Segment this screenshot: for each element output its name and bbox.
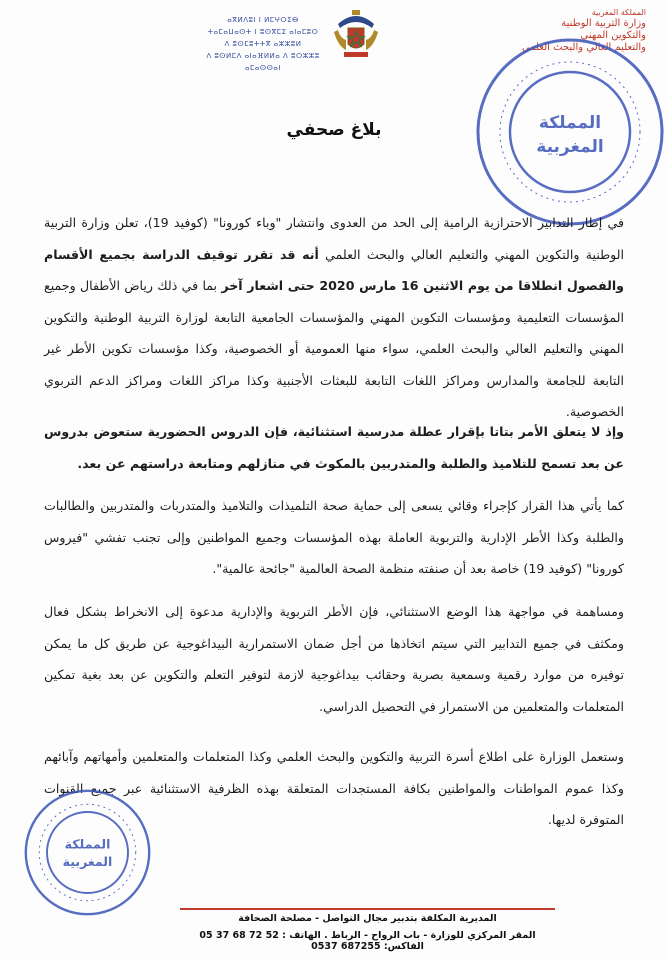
paragraph-4: ومساهمة في مواجهة هذا الوضع الاستثنائي، فإن الأطر التربوية والإدارية مدعوة إلى الانخراط بشكل فعال ومكثف في جميع التدابير التي سيتم اتخاذها من أجل ضمان الاستمرارية البيداغوجية عن طريق كل ما يمكن توفيره من موارد رقمية وسمعية بصرية وحقائب بيداغوجية لازمة لتوفير التعلم والتكوين عن بعد بغية تمكين المتعلمات والمتعلمين من الاستمرار في التحصيل الدراسي. xyxy=(44,604,624,714)
paragraph-3: كما يأتي هذا القرار كإجراء وقائي يسعى إلى حماية صحة التلميذات والتلاميذ والمتدربات والمتدربين والطالبات والطلبة وكذا الأطر الإدارية والتربوية العاملة بهذه المؤسسات وجميع المواطنين وإلى تجنب تفشي "فيروس كورونا" (كوفيد 19) خاصة بعد أن صنفته منظمة الصحة العالمية "جائحة عالمية". xyxy=(44,498,624,576)
stamp-text: المغربية xyxy=(536,137,604,157)
page-title: بلاغ صحفي xyxy=(286,120,382,140)
paragraph-text: في إطار التدابير الاحترازية الرامية إلى الحد من العدوى وانتشار "وباء كورونا" (كوفيد 19)، تعلن وزارة التربية الوطنية والتكوين المهني والتعليم العالي والبحث العلمي xyxy=(44,215,625,262)
footer-address: المقر المركزي للوزارة - باب الرواح - الرباط . الهاتف : 52 72 68 37 05 الفاكس: 687255 0537 xyxy=(199,930,536,952)
header-line: والتكوين المهني xyxy=(580,30,646,41)
header-line: ⴷ ⵓⵙⵍⵎⴷ ⴰⵏⴰⴼⵍⵍⴰ ⴷ ⵓⵔⵣⵣⵓ ⴰⵎⴰⵙⵙⴰⵏ xyxy=(206,52,320,72)
header-ministry-tifinagh xyxy=(198,14,328,74)
header-line: ⴰⴳⵍⴷⵓⵏ ⵏ ⵍⵎⵖⵔⵉⴱ xyxy=(227,16,299,24)
footer-divider xyxy=(180,908,555,910)
official-stamp xyxy=(20,785,155,920)
stamp-text: المملكة xyxy=(538,113,602,133)
header-line: ⴷ ⵓⵙⵎⵓⵜⵜⴳ ⴰⵣⵣⵓⵍ xyxy=(224,40,302,48)
header-line: ⵜⴰⵎⴰⵡⴰⵙⵜ ⵏ ⵓⵙⴳⵎⵉ ⴰⵏⴰⵎⵓⵔ xyxy=(207,28,319,36)
paragraph-5: وستعمل الوزارة على اطلاع أسرة التربية والتكوين والبحث العلمي وكذا المتعلمات والمتعلمين وأمهاتهم وآبائهم وكذا عموم المواطنات والمواطنين بكافة المستجدات المتعلقة بهذه الظرفية الاستثنائية عبر جميع القنوات المتوفرة لديها. xyxy=(44,749,624,827)
paragraph-text: بما في ذلك رياض الأطفال وجميع المؤسسات التعليمية ومؤسسات التكوين المهني والمؤسسات الجامعية التابعة لوزارة التربية الوطنية والتكوين المهني والتعليم العالي والبحث العلمي، سواء منها العمومية أو الخصوصية، وكذا مؤسسات تكوين الأطر غير التابعة للجامعة والمدارس ومراكز اللغات التابعة للبعثات الأجنبية وكذا مراكز اللغات ومراكز الدعم التربوي الخصوصية. xyxy=(44,278,624,419)
stamp-text: المغربية xyxy=(62,854,113,869)
paragraph-bold-text: أنه قد تقرر توقيف الدراسة بجميع الأقسام والفصول انطلاقا من يوم الاثنين 16 مارس 2020 حتى اشعار آخر xyxy=(44,246,624,293)
header-line: وزارة التربية الوطنية xyxy=(561,18,646,29)
header-line: والتعليم العالي والبحث العلمي xyxy=(521,42,646,53)
coat-of-arms-icon xyxy=(328,6,384,62)
header-line: المملكة المغربية xyxy=(591,8,646,17)
footer-department: المديرية المكلفة بتدبير مجال التواصل - مصلحة الصحافة xyxy=(238,913,497,924)
paragraph-2: وإذ لا يتعلق الأمر بتاتا بإقرار عطلة مدرسية استثنائية، فإن الدروس الحضورية ستعوض بدروس عن بعد تسمح للتلاميذ والطلبة والمتدربين بالمكوث في منازلهم ومتابعة دراستهم عن بعد. xyxy=(44,424,624,471)
paragraph-1 xyxy=(44,207,624,428)
stamp-text: المملكة xyxy=(64,836,111,852)
